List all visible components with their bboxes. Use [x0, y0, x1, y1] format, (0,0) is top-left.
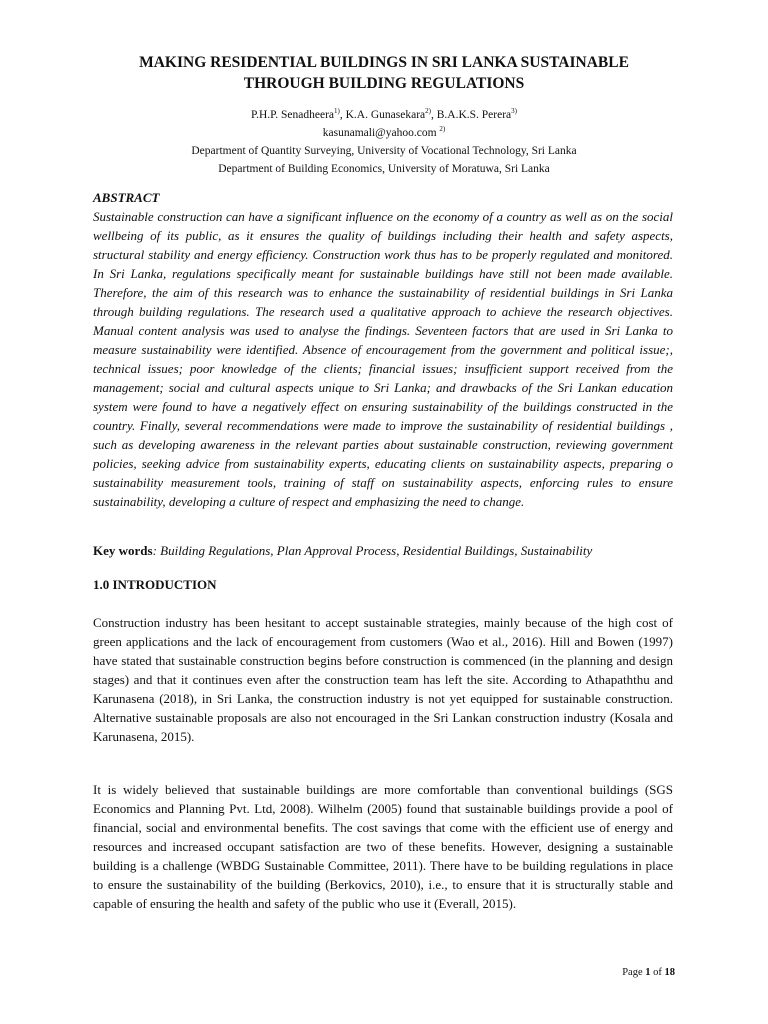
email-mark: 2)	[439, 125, 446, 134]
footer-page-total: 18	[664, 967, 675, 978]
author-sep: ,	[430, 109, 437, 121]
footer-of-word: of	[650, 967, 665, 978]
author-mark: 3)	[511, 107, 517, 116]
introduction-heading: 1.0 INTRODUCTION	[93, 577, 217, 592]
author-sep: ,	[339, 109, 346, 121]
author-mark: 1)	[334, 107, 340, 116]
keywords-text: : Building Regulations, Plan Approval Process, Residential Buildings, Sustainability	[152, 543, 593, 558]
affiliation-1: Department of Quantity Surveying, University of Vocational Technology, Sri Lanka	[191, 145, 577, 157]
author-name: K.A. Gunasekara	[345, 109, 426, 121]
author-mark: 2)	[425, 107, 431, 116]
author-name: P.H.P. Senadheera	[250, 109, 335, 121]
abstract-heading: ABSTRACT	[93, 190, 160, 205]
keywords-label: Key words	[93, 543, 153, 558]
author-block	[60, 106, 708, 178]
author-name: B.A.K.S. Perera	[436, 109, 512, 121]
footer-page-number: 1	[645, 967, 651, 978]
email-text: kasunamali@yahoo.com	[322, 127, 437, 139]
title-line-2: THROUGH BUILDING REGULATIONS	[243, 75, 525, 92]
introduction-paragraph-2: It is widely believed that sustainable buildings are more comfortable than conventional buildings (SGS Economics and Planning Pvt. Ltd, 2008). Wilhelm (2005) found that sustainable buildings provide a pool of financial, social and environmental benefits. The cost savings that come with the efficient use of energy and resources and increased occupant satisfaction are two of these benefits. However, designing a sustainable building is a challenge (WBDG Sustainable Committee, 2011). There have to be building regulations in place to ensure the sustainability of the building (Berkovics, 2010), i.e., to ensure that it is structurally stable and capable of ensuring the health and safety of the public who use it (Everall, 2015).	[93, 782, 673, 911]
keywords-line	[93, 541, 673, 560]
introduction-paragraph-1: Construction industry has been hesitant to accept sustainable strategies, mainly because of the high cost of green applications and the lack of encouragement from customers (Wao et al., 2016). Hill and Bowen (1997) have stated that sustainable construction begins before construction is commenced (in the planning and design stages) and that it continues even after the construction team has left the site. According to Athapaththu and Karunasena (2018), in Sri Lanka, the construction industry is not yet equipped for sustainable construction. Alternative sustainable proposals are also not encouraged in the Sri Lankan construction industry (Kosala and Karunasena, 2015).	[93, 615, 673, 744]
abstract-text: Sustainable construction can have a significant influence on the economy of a country as well as on the social wellbeing of its public, as it ensures the quality of buildings including their health and safety aspects, structural stability and energy efficiency. Construction work thus has to be properly regulated and monitored. In Sri Lanka, regulations specifically meant for sustainable buildings have still not been made available. Therefore, the aim of this research was to enhance the sustainability of residential buildings in Sri Lanka through building regulations. The research used a qualitative approach to achieve the research objectives. Manual content analysis was used to analyse the findings. Seventeen factors that are used in Sri Lanka to measure sustainability were identified. Absence of encouragement from the government and political issue;, technical issues; poor knowledge of the clients; financial issues; insufficient support received from the management; social and cultural aspects unique to Sri Lanka; and drawbacks of the Sri Lankan education system were found to have a negatively effect on ensuring sustainability of the buildings constructed in the country. Finally, several recommendations were made to improve the sustainability of residential buildings , such as developing awareness in the relevant parties about sustainable construction, reviewing government policies, seeking advice from sustainability experts, educating clients on sustainability aspects, preparing o sustainability measurement tools, training of staff on sustainability aspects, enforcing rules to ensure sustainability, developing a culture of respect and emphasizing the need to change.	[93, 209, 673, 509]
title-line-1: MAKING RESIDENTIAL BUILDINGS IN SRI LANKA SUSTAINABLE	[139, 54, 629, 71]
author-names	[60, 106, 708, 124]
paper-title	[60, 52, 708, 94]
author-email	[60, 124, 708, 142]
affiliation-2: Department of Building Economics, University of Moratuwa, Sri Lanka	[218, 163, 550, 175]
page-footer	[622, 966, 675, 980]
footer-page-word: Page	[622, 967, 646, 978]
